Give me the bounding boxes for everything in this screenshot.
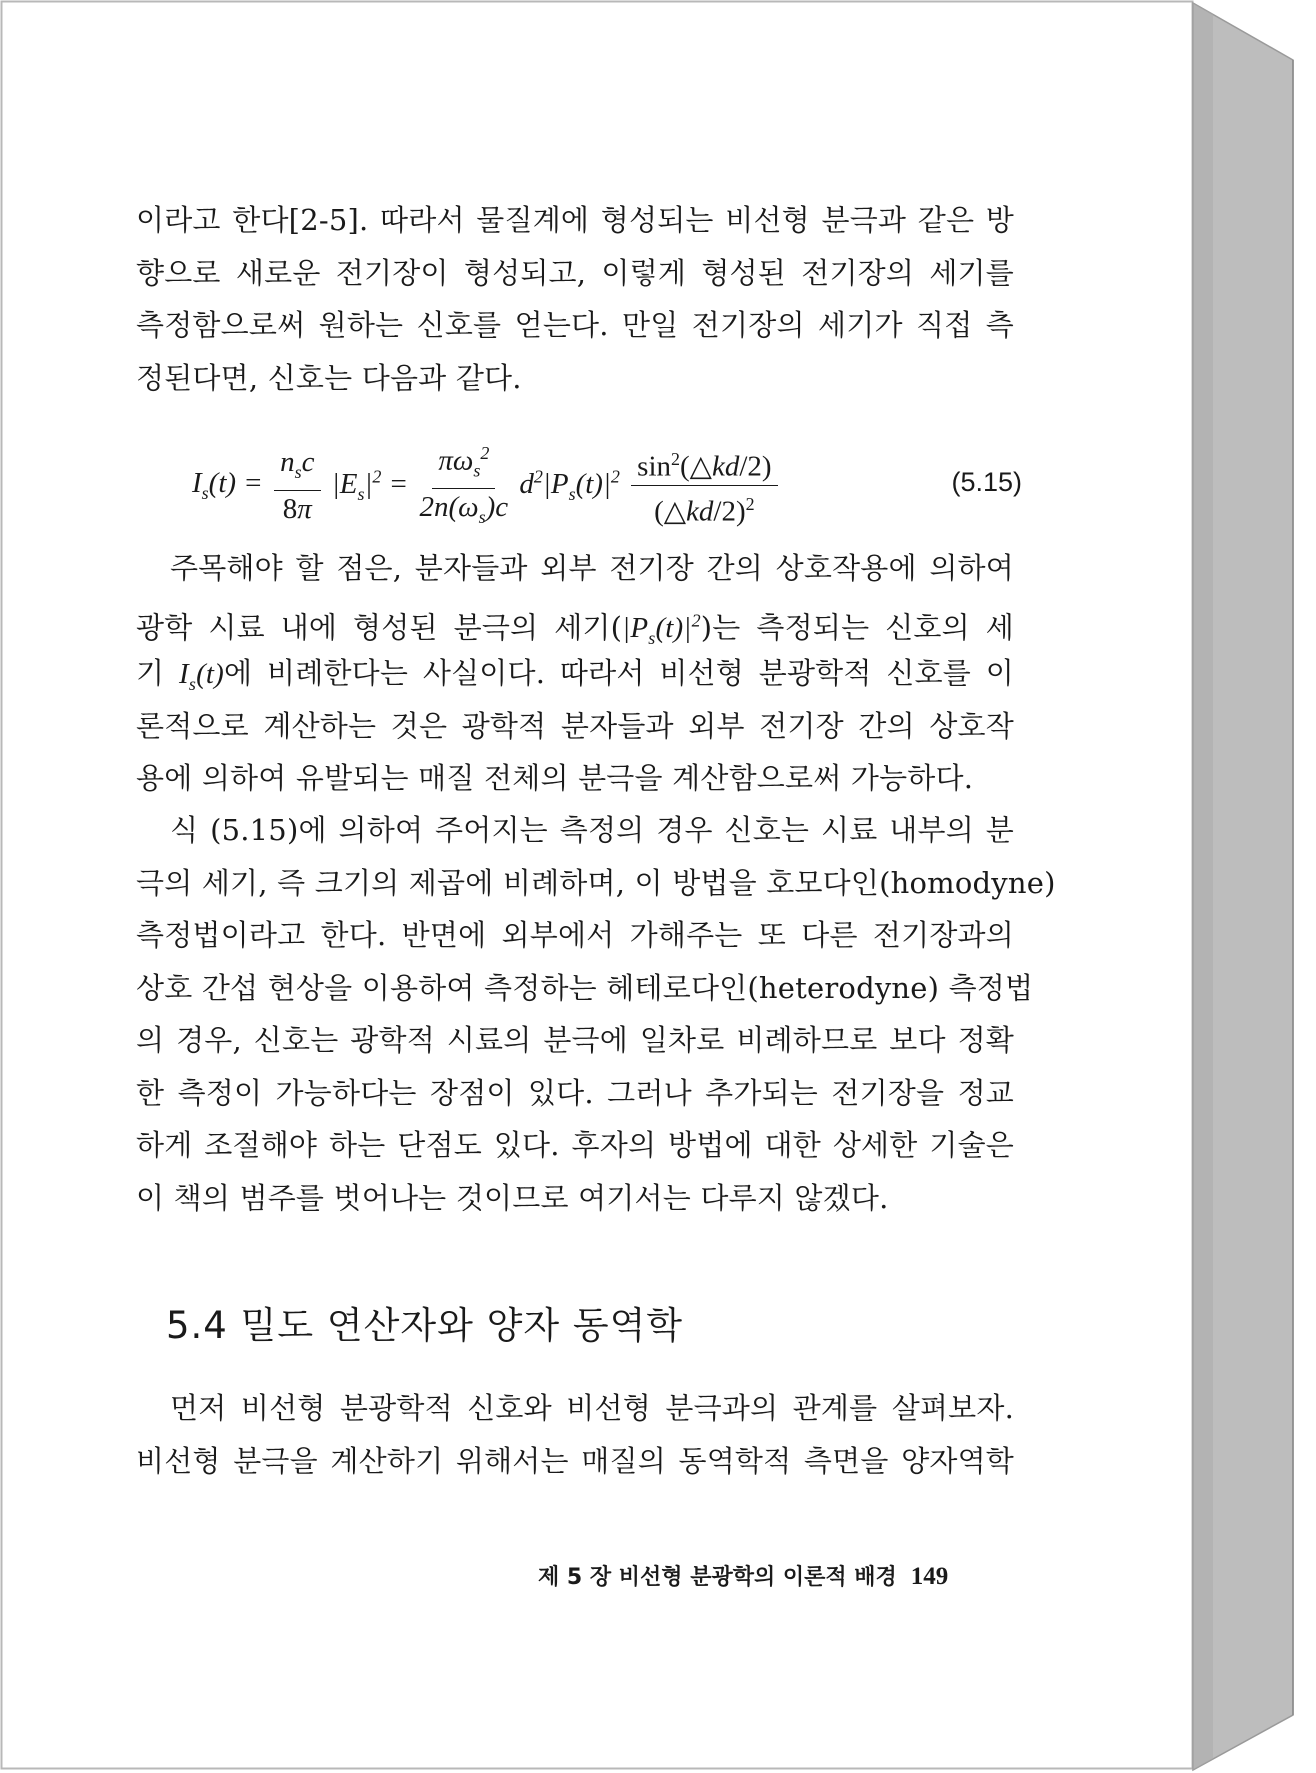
paragraph-2 xyxy=(136,542,1014,805)
page xyxy=(2,2,1192,1768)
text-line: 기 $I_s(t)$에 비례한다는 사실이다. 따라서 비선형 분광학적 신호를 이 xyxy=(136,656,1015,694)
text-line: 의 경우, 신호는 광학적 시료의 분극에 일차로 비례하므로 보다 정확 xyxy=(136,1023,1014,1057)
text-line: 한 측정이 가능하다는 장점이 있다. 그러나 추가되는 전기장을 정교 xyxy=(136,1075,1014,1110)
text-line: 이라고 한다[2-5]. 따라서 물질계에 형성되는 비선형 분극과 같은 방 xyxy=(136,203,1014,237)
fraction: $\frac{n_sc}{8\pi}$ xyxy=(274,446,320,525)
text-line: 정된다면, 신호는 다음과 같다. xyxy=(136,360,522,395)
text-line: 용에 의하여 유발되는 매질 전체의 분극을 계산함으로써 가능하다. xyxy=(136,761,974,795)
fraction: $\frac{\pi\omega_s^2}{2n(\omega_s)c}$ xyxy=(419,437,508,533)
paragraph-1 xyxy=(136,194,1014,404)
equation-5-15: $I_s(t)$ = $\frac{n_sc}{8\pi}$ $|E_s|^2$ = $\frac{\pi\omega_s^2}{2n(\omega_s)c}$ $d^2|P_s(t)|^2$ $\frac{\sin^2(\triangle kd/2)}{(\triangle kd/2)^2}$ (5.15) xyxy=(192,437,1022,527)
section-heading: 5.4 밀도 연산자와 양자 동역학 xyxy=(166,1304,684,1347)
text-line: 광학 시료 내에 형성된 분극의 세기$(|P_s(t)|^2)$는 측정되는 신호의 세 xyxy=(136,610,1014,648)
text-line: 측정함으로써 원하는 신호를 얻는다. 만일 전기장의 세기가 직접 측 xyxy=(136,308,1014,342)
text-line: 주목해야 할 점은, 분자들과 외부 전기장 간의 상호작용에 의하여 xyxy=(170,551,1014,585)
text-line: 상호 간섭 현상을 이용하여 측정하는 헤테로다인(heterodyne) 측정법 xyxy=(136,970,1034,1005)
text-line: 먼저 비선형 분광학적 신호와 비선형 분극과의 관계를 살펴보자. xyxy=(170,1391,1014,1425)
text-line: 이 책의 범주를 벗어나는 것이므로 여기서는 다루지 않겠다. xyxy=(136,1180,889,1215)
paragraph-4 xyxy=(136,1382,1014,1487)
text-line: 식 (5.15)에 의하여 주어지는 측정의 경우 신호는 시료 내부의 분 xyxy=(170,813,1014,847)
text-line: 측정법이라고 한다. 반면에 외부에서 가해주는 또 다른 전기장과의 xyxy=(136,918,1014,952)
equation-number: (5.15) xyxy=(951,467,1022,497)
paragraph-3 xyxy=(136,804,1056,1224)
text-line: 론적으로 계산하는 것은 광학적 분자들과 외부 전기장 간의 상호작 xyxy=(136,708,1014,743)
fraction: $\frac{\sin^2(\triangle kd/2)}{(\triangle kd/2)^2}$ xyxy=(631,443,777,527)
page-number: 149 xyxy=(910,1563,949,1590)
chapter-title: 제 5 장 비선형 분광학의 이론적 배경 xyxy=(538,1565,897,1590)
text-line: 향으로 새로운 전기장이 형성되고, 이렇게 형성된 전기장의 세기를 xyxy=(136,255,1014,290)
page-footer xyxy=(538,1560,948,1591)
text-line: 비선형 분극을 계산하기 위해서는 매질의 동역학적 측면을 양자역학 xyxy=(136,1443,1014,1478)
text-line: 하게 조절해야 하는 단점도 있다. 후자의 방법에 대한 상세한 기술은 xyxy=(136,1128,1014,1162)
text-line: 극의 세기, 즉 크기의 제곱에 비례하며, 이 방법을 호모다인(homodyne) xyxy=(136,865,1056,900)
